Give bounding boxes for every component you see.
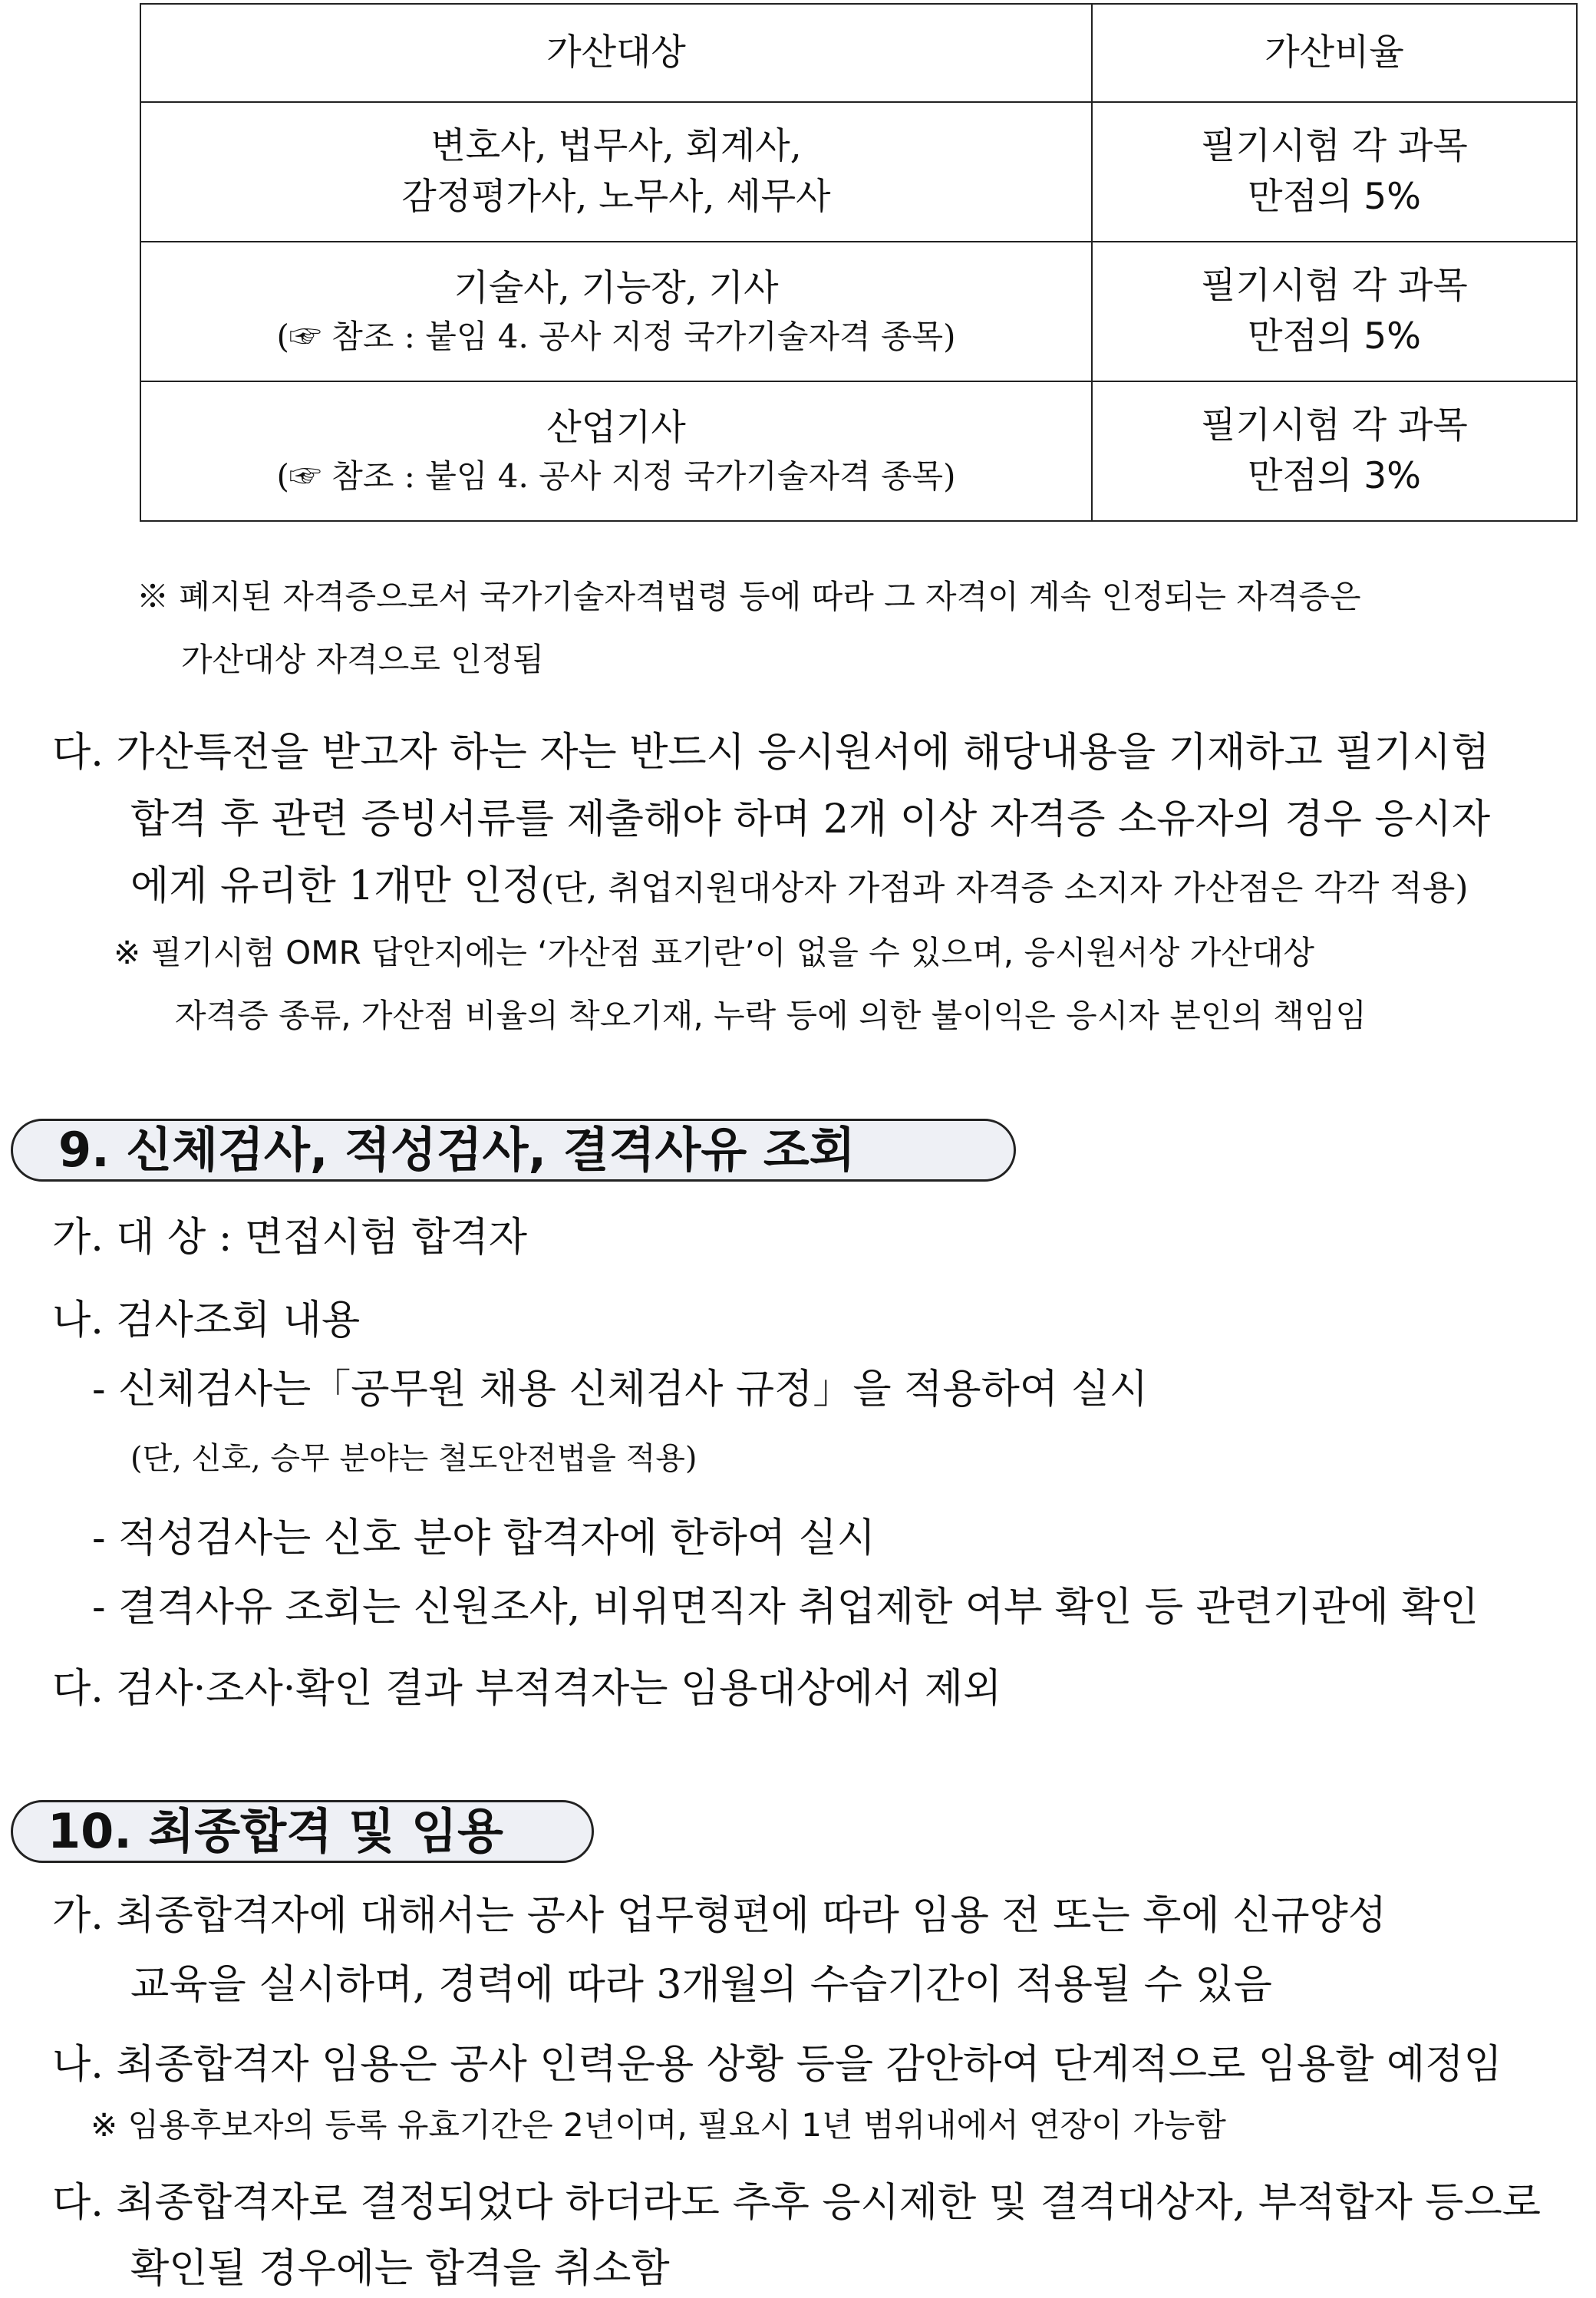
s10-item-ga-line1: 가. 최종합격자에 대해서는 공사 업무형편에 따라 임용 전 또는 후에 신규양성 (52, 1893, 1387, 1939)
rate-cell (1092, 381, 1577, 521)
s9-item-da: 다. 검사·조사·확인 결과 부적격자는 임용대상에서 제외 (52, 1666, 1002, 1712)
rate-line2: 만점의 5% (1248, 315, 1421, 358)
header-rate: 가산비율 (1092, 4, 1577, 102)
rate-line1: 필기시험 각 과목 (1201, 265, 1468, 307)
item-da-line2: 합격 후 관련 증빙서류를 제출해야 하며 2개 이상 자격증 소유자의 경우 응시자 (130, 796, 1491, 842)
section9-title: 9. 신체검사, 적성검사, 결격사유 조회 (58, 1122, 856, 1178)
s9-item-na: 나. 검사조회 내용 (52, 1297, 361, 1344)
s9-na-physical-sub: (단, 신호, 승무 분야는 철도안전법을 적용) (130, 1441, 697, 1476)
target-cell (140, 381, 1092, 521)
item-da-line3-main: 에게 유리한 1개만 인정 (130, 863, 541, 909)
target-cell (140, 102, 1092, 242)
s9-na-disqualification: - 결격사유 조회는 신원조사, 비위면직자 취업제한 여부 확인 등 관련기관에 확인 (92, 1584, 1479, 1630)
target-reference: (☞ 참조 : 붙임 4. 공사 지정 국가기술자격 종목) (276, 318, 956, 355)
rate-line2: 만점의 5% (1248, 176, 1421, 218)
rate-line1: 필기시험 각 과목 (1201, 404, 1468, 447)
s9-na-aptitude: - 적성검사는 신호 분야 합격자에 한하여 실시 (92, 1515, 875, 1561)
note-abolished-certificates-cont: 가산대상 자격으로 인정됨 (181, 641, 544, 678)
rate-cell (1092, 102, 1577, 242)
target-line1: 기술사, 기능장, 기사 (453, 267, 779, 309)
target-line2: 감정평가사, 노무사, 세무사 (401, 176, 831, 218)
target-line1: 변호사, 법무사, 회계사, (430, 125, 802, 167)
rate-cell (1092, 242, 1577, 381)
target-cell (140, 242, 1092, 381)
omr-note-line2: 자격증 종류, 가산점 비율의 착오기재, 누락 등에 의한 불이익은 응시자 본인의 책임임 (175, 997, 1367, 1034)
s10-item-na: 나. 최종합격자 임용은 공사 인력운용 상황 등을 감안하여 단계적으로 임용할 예정임 (52, 2042, 1502, 2088)
bonus-points-table (140, 3, 1578, 522)
target-reference: (☞ 참조 : 붙임 4. 공사 지정 국가기술자격 종목) (276, 457, 956, 495)
target-line1: 산업기사 (546, 407, 686, 449)
table-header-row (140, 4, 1577, 102)
s9-na-physical: - 신체검사는「공무원 채용 신체검사 규정」을 적용하여 실시 (92, 1367, 1149, 1413)
s10-na-note: ※ 임용후보자의 등록 유효기간은 2년이며, 필요시 1년 범위내에서 연장이 가능함 (91, 2106, 1226, 2144)
rate-line2: 만점의 3% (1248, 455, 1421, 497)
table-row (140, 242, 1577, 381)
rate-line1: 필기시험 각 과목 (1201, 125, 1468, 167)
table-row (140, 381, 1577, 521)
omr-note-line1: ※ 필기시험 OMR 답안지에는 ‘가산점 표기란’이 없을 수 있으며, 응시원서상 가산대상 (114, 934, 1314, 971)
table-row (140, 102, 1577, 242)
item-da-line3-paren: (단, 취업지원대상자 가점과 자격증 소지자 가산점은 각각 적용) (540, 869, 1469, 908)
s10-item-da-line1: 다. 최종합격자로 결정되었다 하더라도 추후 응시제한 및 결격대상자, 부적합자 등으로 (52, 2180, 1541, 2226)
section10-title: 10. 최종합격 및 임용 (48, 1803, 503, 1859)
s9-item-ga: 가. 대 상 : 면접시험 합격자 (52, 1215, 528, 1261)
item-da-line1: 다. 가산특전을 받고자 하는 자는 반드시 응시원서에 해당내용을 기재하고 필기시험 (52, 730, 1490, 776)
header-target: 가산대상 (140, 4, 1092, 102)
s10-item-da-line2: 확인될 경우에는 합격을 취소함 (130, 2246, 670, 2292)
note-abolished-certificates: ※ 폐지된 자격증으로서 국가기술자격법령 등에 따라 그 자격이 계속 인정되는 자격증은 (137, 578, 1361, 615)
s10-item-ga-line2: 교육을 실시하며, 경력에 따라 3개월의 수습기간이 적용될 수 있음 (130, 1962, 1272, 2008)
item-da-line3 (130, 859, 1469, 915)
